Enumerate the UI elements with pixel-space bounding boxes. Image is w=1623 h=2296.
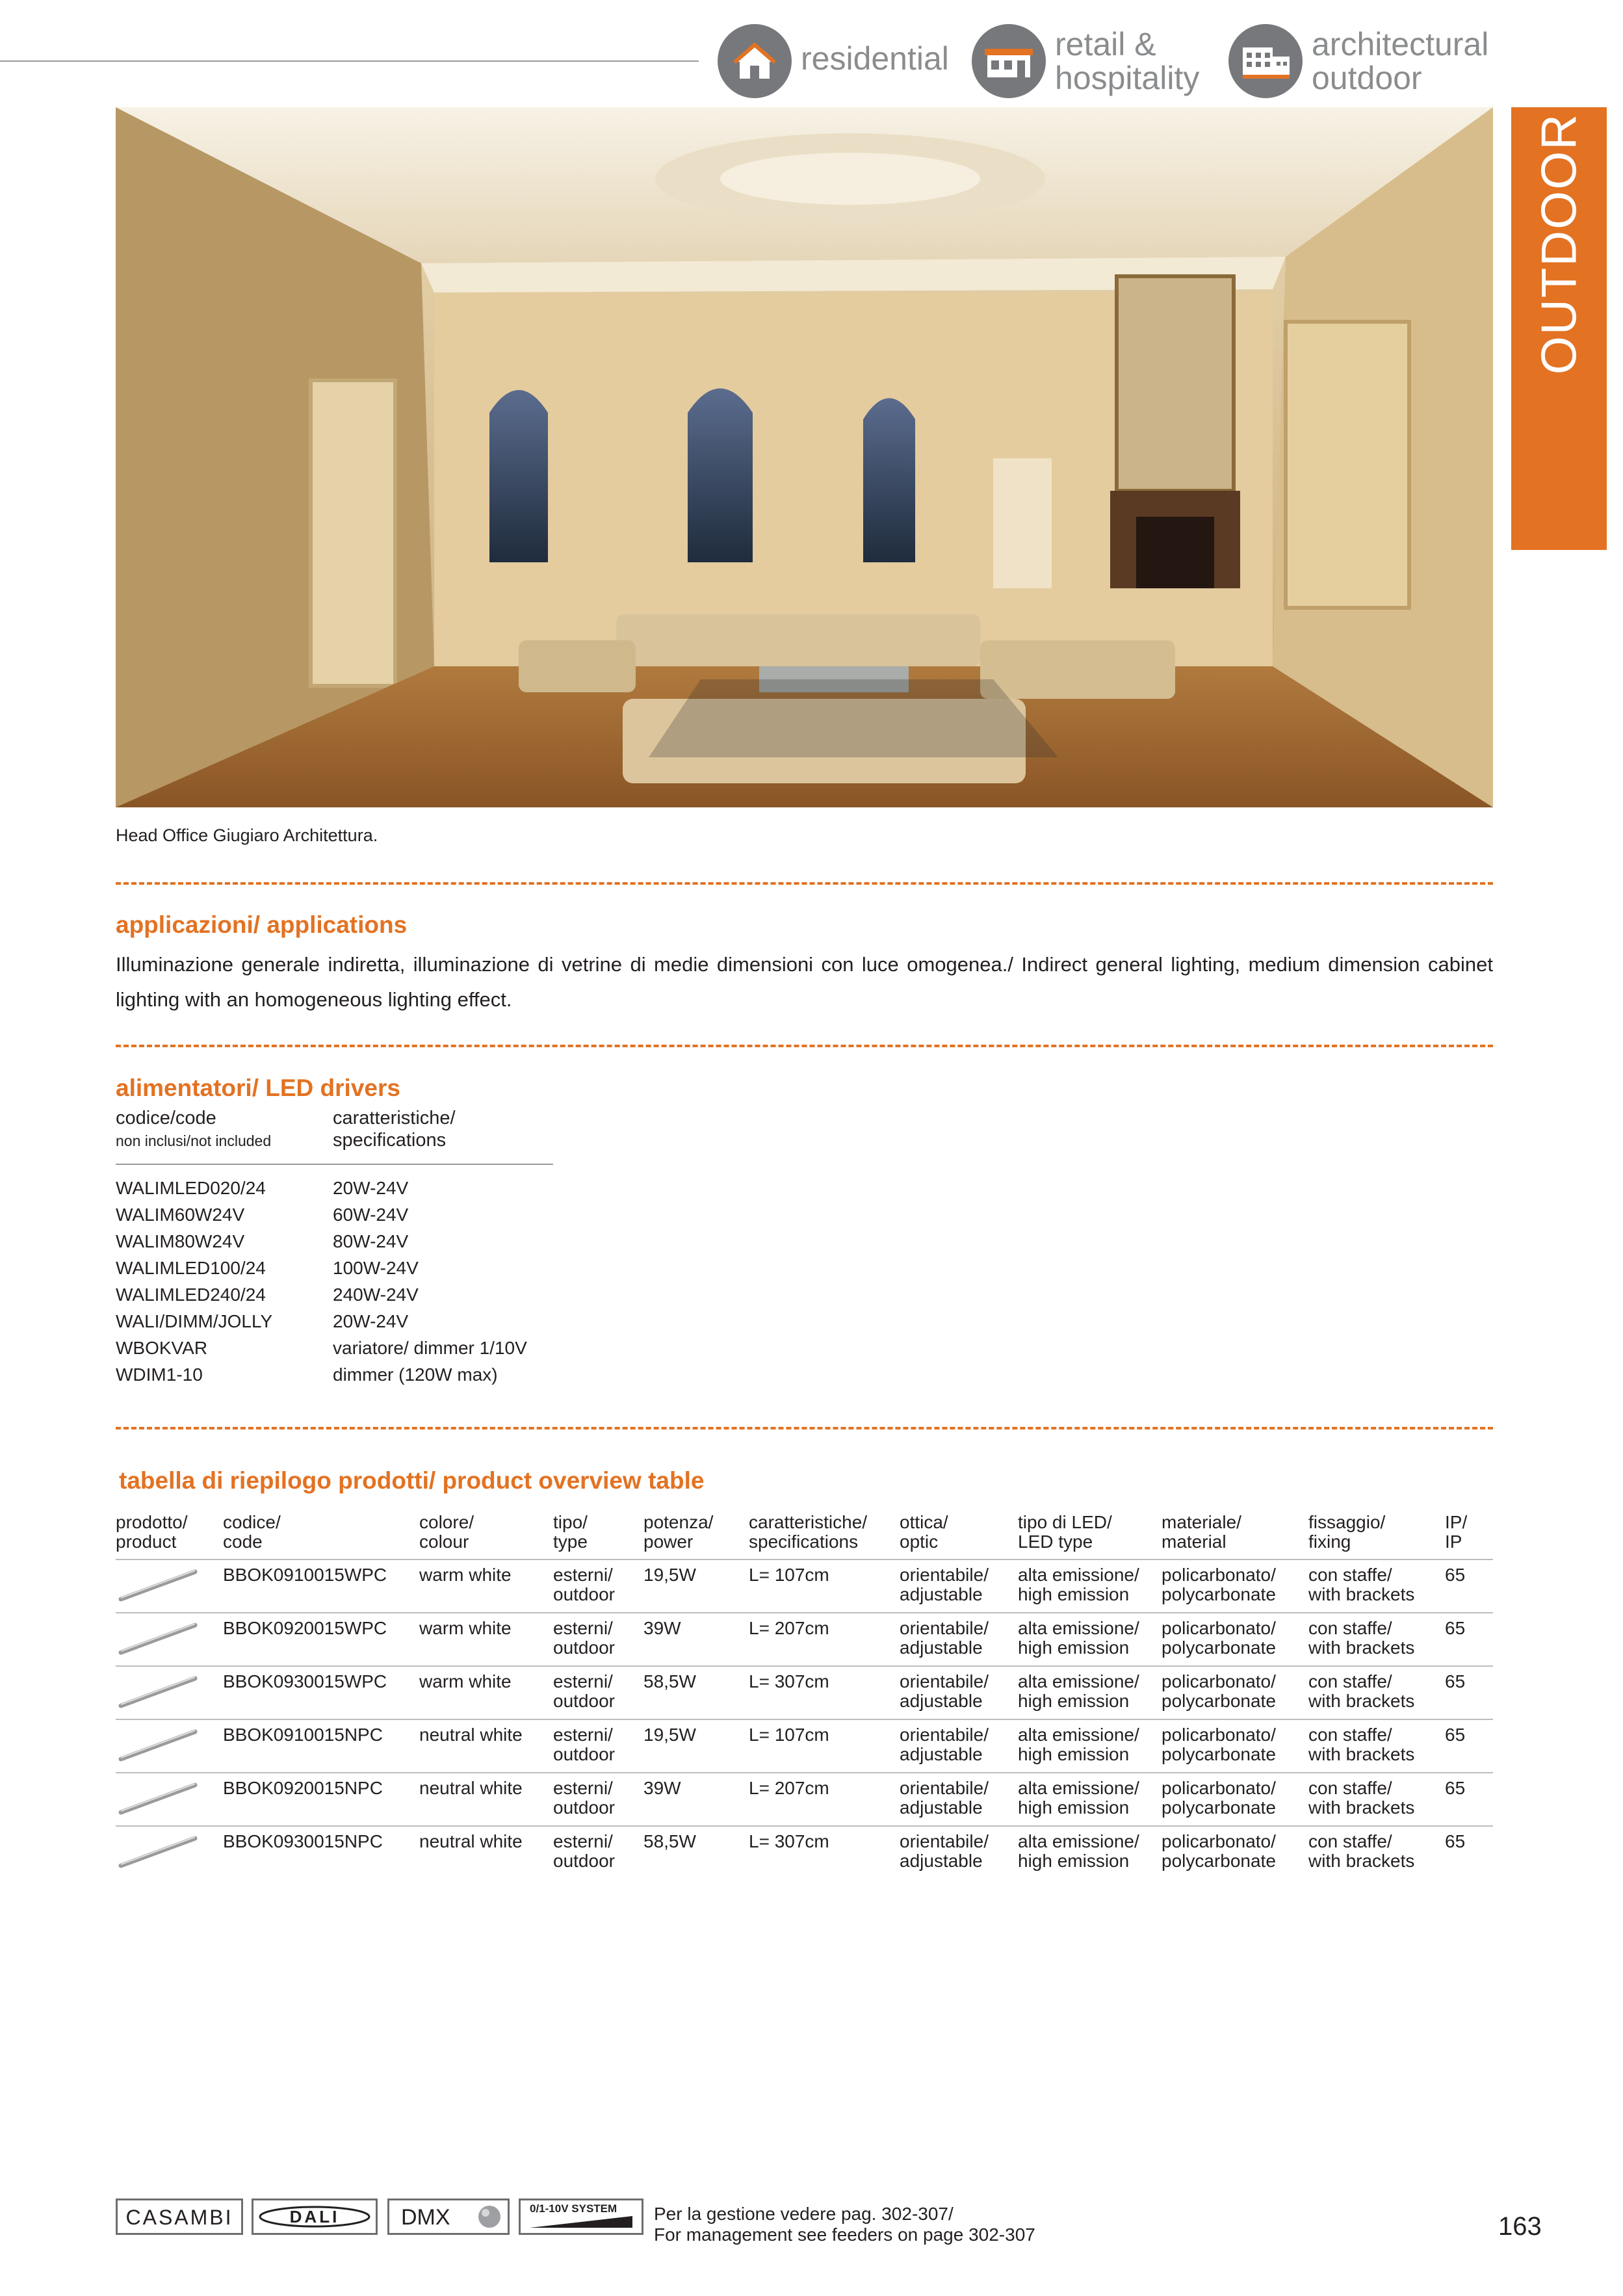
col-fixing: fissaggio/ fixing <box>1308 1512 1386 1552</box>
product-type: esterni/ outdoor <box>553 1778 615 1818</box>
applications-text: Illuminazione generale indiretta, illuminazione di vetrine di medie dimensioni con luce omogenea./ Indirect general lighting, medium dimension cabinet lighting with an homogeneous lighting effect. <box>116 953 1493 1011</box>
led-tube-thumbnail <box>116 1619 200 1658</box>
casambi-logo: CASAMBI <box>116 2198 243 2235</box>
divider <box>116 882 1493 885</box>
management-note-en: For management see feeders on page 302-307 <box>654 2224 1035 2245</box>
led-tube-thumbnail <box>116 1565 200 1604</box>
building-icon[interactable] <box>1228 24 1303 98</box>
driver-code: WALIM60W24V <box>116 1205 245 1225</box>
driver-code: WALIM80W24V <box>116 1231 245 1251</box>
product-optic: orientabile/ adjustable <box>900 1565 989 1604</box>
driver-spec: 60W-24V <box>333 1205 409 1225</box>
product-colour: neutral white <box>419 1778 523 1798</box>
product-type: esterni/ outdoor <box>553 1725 615 1764</box>
header-rule <box>0 60 699 62</box>
product-material: policarbonato/ polycarbonate <box>1162 1778 1276 1818</box>
table-row <box>116 1719 1493 1773</box>
col-power: potenza/ power <box>643 1512 714 1552</box>
photo-caption: Head Office Giugiaro Architettura. <box>116 826 378 845</box>
shop-icon[interactable] <box>972 24 1046 98</box>
table-row <box>116 1825 1493 1880</box>
category-architectural-outdoor[interactable]: architectural outdoor <box>1312 26 1489 96</box>
product-type: esterni/ outdoor <box>553 1831 615 1871</box>
col-ip: IP/ IP <box>1445 1512 1468 1552</box>
product-material: policarbonato/ polycarbonate <box>1162 1831 1276 1871</box>
applications-title: applicazioni/ applications <box>116 911 408 938</box>
category-residential[interactable]: residential <box>801 40 949 77</box>
product-material: policarbonato/ polycarbonate <box>1162 1725 1276 1764</box>
product-optic: orientabile/ adjustable <box>900 1725 989 1764</box>
dali-logo: DALI <box>252 2198 378 2235</box>
drivers-col-code-note: non inclusi/not included <box>116 1132 272 1149</box>
col-optic: ottica/ optic <box>900 1512 948 1552</box>
product-optic: orientabile/ adjustable <box>900 1618 989 1658</box>
product-colour: neutral white <box>419 1831 523 1851</box>
product-fixing: con staffe/ with brackets <box>1308 1831 1415 1871</box>
col-specs: caratteristiche/ specifications <box>749 1512 868 1552</box>
product-ip: 65 <box>1445 1618 1466 1638</box>
product-ip: 65 <box>1445 1778 1466 1798</box>
led-tube-thumbnail <box>116 1779 200 1818</box>
drivers-col-spec: caratteristiche/ specifications <box>333 1108 456 1151</box>
product-specs: L= 207cm <box>749 1778 829 1798</box>
product-led: alta emissione/ high emission <box>1018 1831 1139 1871</box>
drivers-header-rule <box>116 1164 553 1165</box>
divider <box>116 1045 1493 1047</box>
product-specs: L= 307cm <box>749 1831 829 1851</box>
driver-row <box>116 1178 701 1205</box>
product-specs: L= 307cm <box>749 1671 829 1691</box>
divider <box>116 1427 1493 1429</box>
product-led: alta emissione/ high emission <box>1018 1565 1139 1604</box>
product-power: 39W <box>643 1778 681 1798</box>
driver-row <box>116 1364 701 1391</box>
management-note <box>654 2204 1035 2245</box>
overview-title: tabella di riepilogo prodotti/ product overview table <box>119 1467 705 1494</box>
product-code: BBOK0920015NPC <box>223 1778 383 1798</box>
section-tab-label: OUTDOOR <box>1531 112 1587 375</box>
product-type: esterni/ outdoor <box>553 1671 615 1711</box>
product-led: alta emissione/ high emission <box>1018 1778 1139 1818</box>
driver-code: WALIMLED240/24 <box>116 1285 266 1305</box>
product-code: BBOK0910015WPC <box>223 1565 387 1585</box>
driver-row <box>116 1231 701 1258</box>
led-tube-thumbnail <box>116 1672 200 1711</box>
led-tube-thumbnail <box>116 1725 200 1764</box>
product-optic: orientabile/ adjustable <box>900 1778 989 1818</box>
product-material: policarbonato/ polycarbonate <box>1162 1618 1276 1658</box>
product-colour: warm white <box>419 1618 512 1638</box>
driver-code: WBOKVAR <box>116 1338 208 1358</box>
product-power: 19,5W <box>643 1565 696 1585</box>
house-icon[interactable] <box>718 24 792 98</box>
driver-row <box>116 1285 701 1311</box>
col-type: tipo/ type <box>553 1512 588 1552</box>
product-type: esterni/ outdoor <box>553 1618 615 1658</box>
product-optic: orientabile/ adjustable <box>900 1831 989 1871</box>
col-material: materiale/ material <box>1162 1512 1241 1552</box>
drivers-col-code: codice/code <box>116 1108 216 1128</box>
product-fixing: con staffe/ with brackets <box>1308 1671 1415 1711</box>
product-led: alta emissione/ high emission <box>1018 1618 1139 1658</box>
driver-row <box>116 1311 701 1338</box>
product-code: BBOK0920015WPC <box>223 1618 387 1638</box>
driver-code: WALIMLED100/24 <box>116 1258 266 1278</box>
product-led: alta emissione/ high emission <box>1018 1725 1139 1764</box>
drivers-title: alimentatori/ LED drivers <box>116 1075 400 1101</box>
driver-row <box>116 1205 701 1231</box>
driver-spec: 240W-24V <box>333 1285 419 1305</box>
table-row <box>116 1665 1493 1720</box>
category-retail[interactable]: retail & hospitality <box>1055 26 1200 96</box>
product-power: 58,5W <box>643 1671 696 1691</box>
table-row <box>116 1772 1493 1827</box>
product-colour: neutral white <box>419 1725 523 1745</box>
driver-spec: 20W-24V <box>333 1311 409 1331</box>
table-row <box>116 1612 1493 1667</box>
hero-photo <box>116 107 1493 807</box>
product-ip: 65 <box>1445 1565 1466 1585</box>
product-fixing: con staffe/ with brackets <box>1308 1618 1415 1658</box>
product-material: policarbonato/ polycarbonate <box>1162 1565 1276 1604</box>
driver-row <box>116 1338 701 1364</box>
product-ip: 65 <box>1445 1831 1466 1851</box>
driver-row <box>116 1258 701 1285</box>
driver-code: WALI/DIMM/JOLLY <box>116 1311 273 1331</box>
product-fixing: con staffe/ with brackets <box>1308 1778 1415 1818</box>
product-colour: warm white <box>419 1671 512 1691</box>
col-code: codice/ code <box>223 1512 281 1552</box>
driver-code: WALIMLED020/24 <box>116 1178 266 1198</box>
driver-spec: dimmer (120W max) <box>333 1364 498 1385</box>
product-specs: L= 207cm <box>749 1618 829 1638</box>
product-colour: warm white <box>419 1565 512 1585</box>
product-fixing: con staffe/ with brackets <box>1308 1725 1415 1764</box>
product-power: 39W <box>643 1618 681 1638</box>
driver-spec: 100W-24V <box>333 1258 419 1278</box>
col-colour: colore/ colour <box>419 1512 474 1552</box>
product-fixing: con staffe/ with brackets <box>1308 1565 1415 1604</box>
product-specs: L= 107cm <box>749 1565 829 1585</box>
product-type: esterni/ outdoor <box>553 1565 615 1604</box>
product-code: BBOK0930015WPC <box>223 1671 387 1691</box>
product-material: policarbonato/ polycarbonate <box>1162 1671 1276 1711</box>
product-specs: L= 107cm <box>749 1725 829 1745</box>
led-tube-thumbnail <box>116 1832 200 1871</box>
driver-spec: 80W-24V <box>333 1231 409 1251</box>
driver-spec: 20W-24V <box>333 1178 409 1198</box>
product-code: BBOK0910015NPC <box>223 1725 383 1745</box>
col-product: prodotto/ product <box>116 1512 188 1552</box>
product-optic: orientabile/ adjustable <box>900 1671 989 1711</box>
col-led: tipo di LED/ LED type <box>1018 1512 1112 1552</box>
dimming-system-logo: 0/1-10V SYSTEM <box>519 2198 643 2235</box>
product-ip: 65 <box>1445 1671 1466 1691</box>
table-row <box>116 1559 1493 1613</box>
driver-code: WDIM1-10 <box>116 1364 203 1385</box>
driver-spec: variatore/ dimmer 1/10V <box>333 1338 527 1358</box>
management-note-it: Per la gestione vedere pag. 302-307/ <box>654 2204 954 2224</box>
product-power: 58,5W <box>643 1831 696 1851</box>
dmx-logo: DMX <box>387 2198 510 2235</box>
globe-icon <box>476 2204 502 2230</box>
product-code: BBOK0930015NPC <box>223 1831 383 1851</box>
product-led: alta emissione/ high emission <box>1018 1671 1139 1711</box>
product-ip: 65 <box>1445 1725 1466 1745</box>
product-power: 19,5W <box>643 1725 696 1745</box>
page-number: 163 <box>1498 2212 1542 2241</box>
